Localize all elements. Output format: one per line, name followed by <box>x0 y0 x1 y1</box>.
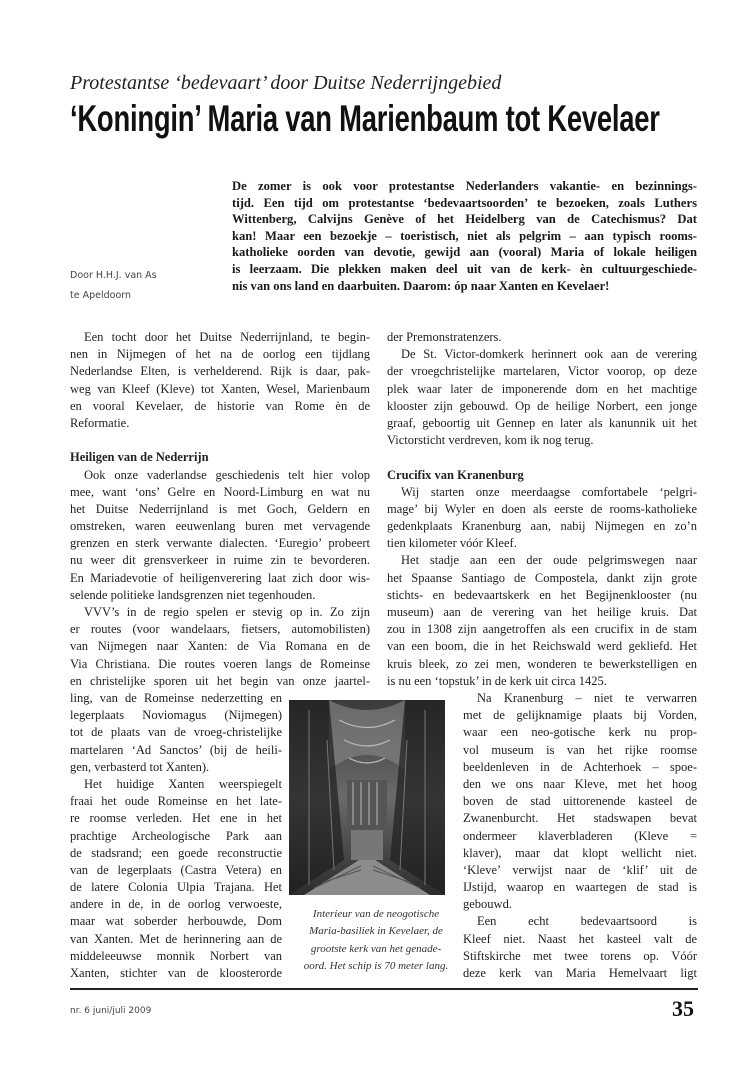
article-intro <box>232 178 697 294</box>
text-line: met de gelijknamige plaats bij Vorden, <box>463 708 697 723</box>
paragraph <box>463 690 697 913</box>
text-line: stichts- en bedevaartskerk en het Begijnenklooster (nu <box>387 587 697 602</box>
text-line: tien kilometer vóór Kleef. <box>387 536 517 551</box>
text-line: vol museum is van het rijke roomse <box>463 742 697 757</box>
text-line: van de legerplaats (Castra Vetera) en <box>70 862 282 877</box>
text-line: er routes (voor wandelaars, fietsers, automobilisten) <box>70 622 370 637</box>
church-nave-image <box>289 700 445 895</box>
text-line: fraai het oude Romeinse en het late- <box>70 794 282 809</box>
text-line: klaver), maar dat klopt wellicht niet. <box>463 845 697 860</box>
text-line: grenzen en sterk verwante dialecten. ‘Euregio’ probeert <box>70 536 370 551</box>
text-line: Wij starten onze meerdaagse comfortabele ‘pelgri- <box>401 484 697 499</box>
paragraph <box>463 913 697 982</box>
text-line: ondermeer klaverbladeren (Kleve = <box>463 828 697 843</box>
text-line: Crucifix van Kranenburg <box>387 467 524 482</box>
text-line: plek waar later de imponerende dom en het machtige <box>387 381 697 396</box>
text-line: weg van Kleef (Kleve) tot Xanten, Wesel, Marienbaum <box>70 381 370 396</box>
text-line: is leerzaam. Die plekken maken deel uit van de kerk- èn cultuurgeschiede- <box>232 261 697 276</box>
text-line: mee, want ‘ons’ Gelre en Noord-Limburg en wat nu <box>70 484 370 499</box>
text-line: re roomse verleden. Het ene in het <box>70 811 282 826</box>
text-line: den we ons naar Kleve, met het hoog <box>463 776 697 791</box>
text-line: Via Christiana. Die routes voeren langs de Romeinse <box>70 656 370 671</box>
left-column <box>70 329 370 690</box>
text-line: En Mariadevotie of heiligenverering laat zich door wis- <box>70 570 370 585</box>
text-line: de latere Colonia Ulpia Trajana. Het <box>70 880 282 895</box>
text-line: Kleef niet. Naast het kasteel valt de <box>463 931 697 946</box>
text-line: prachtige Archeologische Park aan <box>70 828 282 843</box>
text-line: Nederlandse Elten, is verhelderend. Rijk is daar, pak- <box>70 364 370 379</box>
left-column-wrapped <box>70 690 282 982</box>
text-line: graaf, geboortig uit Gennep en later als kanunnik uit het <box>387 415 697 430</box>
text-line: ling, van de Romeinse nederzetting en <box>70 691 282 705</box>
right-column-wrapped <box>463 690 697 982</box>
text-line: maar wat soberder herbouwde, Dom <box>70 914 282 929</box>
text-line: Het stadje aan een der oude pelgrimswegen naar <box>401 553 697 568</box>
text-line: van een boom, die in het Reichswald werd gekliefd. Het <box>387 639 697 654</box>
paragraph <box>70 467 370 605</box>
text-line: museum) aan de verering van het heilige kruis. Dat <box>387 605 697 619</box>
byline-place: te Apeldoorn <box>70 290 132 301</box>
text-line: omstreken, waren eeuwenlang buren met vervagende <box>70 519 370 534</box>
text-line: ‘Kleve’ verwijst naar de ‘klif’ uit de <box>463 862 697 877</box>
text-line: De zomer is ook voor protestantse Nederlanders vakantie- en bezinnings- <box>232 179 697 193</box>
caption-line: Maria-basiliek in Kevelaer, de <box>309 925 443 938</box>
text-line: Het huidige Xanten weerspiegelt <box>84 776 282 791</box>
text-line: nu weer dit grensverkeer in ruime zin te bevorderen. <box>70 553 370 568</box>
section-heading <box>70 449 370 466</box>
issue-label: nr. 6 juni/juli 2009 <box>70 1006 152 1016</box>
article-subtitle: Protestantse ‘bedevaart’ door Duitse Nederrijngebied <box>70 72 502 94</box>
text-line: gedenkplaats Kranenburg aan, nabij Nijmegen en zo’n <box>387 519 697 534</box>
caption-line: oord. Het schip is 70 meter lang. <box>303 959 449 972</box>
text-line: is nu een ‘topstuk’ in de kerk uit circa 1425. <box>387 673 607 688</box>
text-line: gebouwd. <box>463 897 512 912</box>
text-line: deze kerk van Maria Hemelvaart ligt <box>463 966 697 980</box>
text-line: kruis bleek, zo zei men, wonderen te bewerkstelligen en <box>387 656 697 671</box>
text-line: Reformatie. <box>70 415 130 430</box>
text-line: der vroegchristelijke martelaren, Victor voorop, op deze <box>387 364 697 379</box>
text-line: middeleeuwse monnik Norbert van <box>70 948 282 963</box>
byline-author: Door H.H.J. van As <box>70 270 157 281</box>
text-line: Na Kranenburg – niet te verwarren <box>477 691 697 705</box>
text-line: Xanten, stichter van de kloosterorde <box>70 966 282 980</box>
article-title: ‘Koningin’ Maria van Marienbaum tot Kevelaer <box>70 98 660 139</box>
text-line: Heiligen van de Nederrijn <box>70 450 209 465</box>
text-line: Een echt bedevaartsoord is <box>477 914 697 929</box>
text-line: Wittenberg, Calvijns Genève of het Heidelberg van de Catechismus? Dat <box>232 212 697 227</box>
text-line: der Premonstratenzers. <box>387 330 502 344</box>
text-line: Een tocht door het Duitse Nederrijnland, te begin- <box>84 330 370 344</box>
text-line: beeldenleven in de Achterhoek – spoe- <box>463 759 697 774</box>
photo-caption <box>301 906 451 975</box>
text-line: mage’ bij Wyler en doen als eerste de rooms-katholieke <box>387 501 697 516</box>
footer-divider <box>70 988 698 990</box>
text-line: het Spaanse Santiago de Compostela, dankt zijn grote <box>387 570 697 585</box>
text-line: De St. Victor-domkerk herinnert ook aan de verering <box>401 347 697 362</box>
text-line: tot de plaats van de vroeg-christelijke <box>70 725 282 740</box>
text-line: andere in de, in de oorlog verwoeste, <box>70 897 282 912</box>
text-line: van Nijmegen naar Xanten: de Via Romana en de <box>70 639 370 654</box>
paragraph <box>70 690 282 776</box>
byline <box>70 266 157 306</box>
text-line: klooster zijn gebouwd. Op de heilige Norbert, een jonge <box>387 398 697 413</box>
text-line: en christelijke sporen uit het begin van onze jaartel- <box>70 673 370 688</box>
text-line: katholieke oorden van devotie, gewijd aan (vooral) Maria of lokale heiligen <box>232 245 697 260</box>
caption-line: grootste kerk van het genade- <box>310 942 442 955</box>
paragraph <box>387 346 697 449</box>
text-line: legerplaats Noviomagus (Nijmegen) <box>70 708 282 723</box>
text-line: Zwanenburcht. Het stadswapen bevat <box>463 811 697 826</box>
caption-line: Interieur van de neogotische <box>312 908 440 920</box>
text-line: martelaren ‘Ad Sanctos’ (bij de heili- <box>70 742 282 757</box>
paragraph <box>70 329 370 432</box>
text-line: kan! Maar een bezoekje – toeristisch, niet als pelgrim – aan typisch rooms- <box>232 228 697 243</box>
right-column <box>387 329 697 690</box>
text-line: waar een neo-gotische kerk nu prop- <box>463 725 697 740</box>
text-line: Stiftskirche met twee torens op. Vóór <box>463 948 697 963</box>
text-line: boven de stad uittorenende kasteel de <box>463 794 697 809</box>
section-heading <box>387 467 697 484</box>
text-line: selende politieke landsgrenzen niet tegenhouden. <box>70 587 316 602</box>
text-line: zou in 1308 zijn aangetroffen als een crucifix in de stam <box>387 622 697 637</box>
paragraph <box>387 329 697 346</box>
text-line: het Duitse Nederrijnland is met Goch, Geldern en <box>70 501 370 516</box>
text-line: tijd. Een tijd om protestantse ‘bedevaartsoorden’ te bezoeken, zoals Luthers <box>232 195 697 210</box>
paragraph <box>387 552 697 690</box>
text-line: en vooral Kevelaer, de historie van Rome èn de <box>70 398 370 413</box>
text-line: IJstijd, waarop en waartegen de stad is <box>463 880 697 895</box>
text-line: nen in Nijmegen of het na de oorlog een tijdlang <box>70 347 370 362</box>
page-number: 35 <box>672 996 694 1021</box>
paragraph <box>387 484 697 553</box>
text-line: de stadsrand; een goede reconstructie <box>70 845 282 860</box>
text-line: nis van ons land en daarbuiten. Daarom: óp naar Xanten en Kevelaer! <box>232 278 610 293</box>
text-line: gen, verbasterd tot Xanten). <box>70 759 210 774</box>
paragraph <box>70 604 370 690</box>
text-line: VVV’s in de regio spelen er stevig op in. Zo zijn <box>84 605 370 619</box>
text-line: Ook onze vaderlandse geschiedenis telt hier volop <box>84 467 370 482</box>
paragraph <box>70 776 282 982</box>
text-line: Victorsticht verdreven, kom ik nog terug. <box>387 433 594 448</box>
church-interior-photo <box>289 700 445 895</box>
text-line: van Xanten. Met de herinnering aan de <box>70 931 282 946</box>
